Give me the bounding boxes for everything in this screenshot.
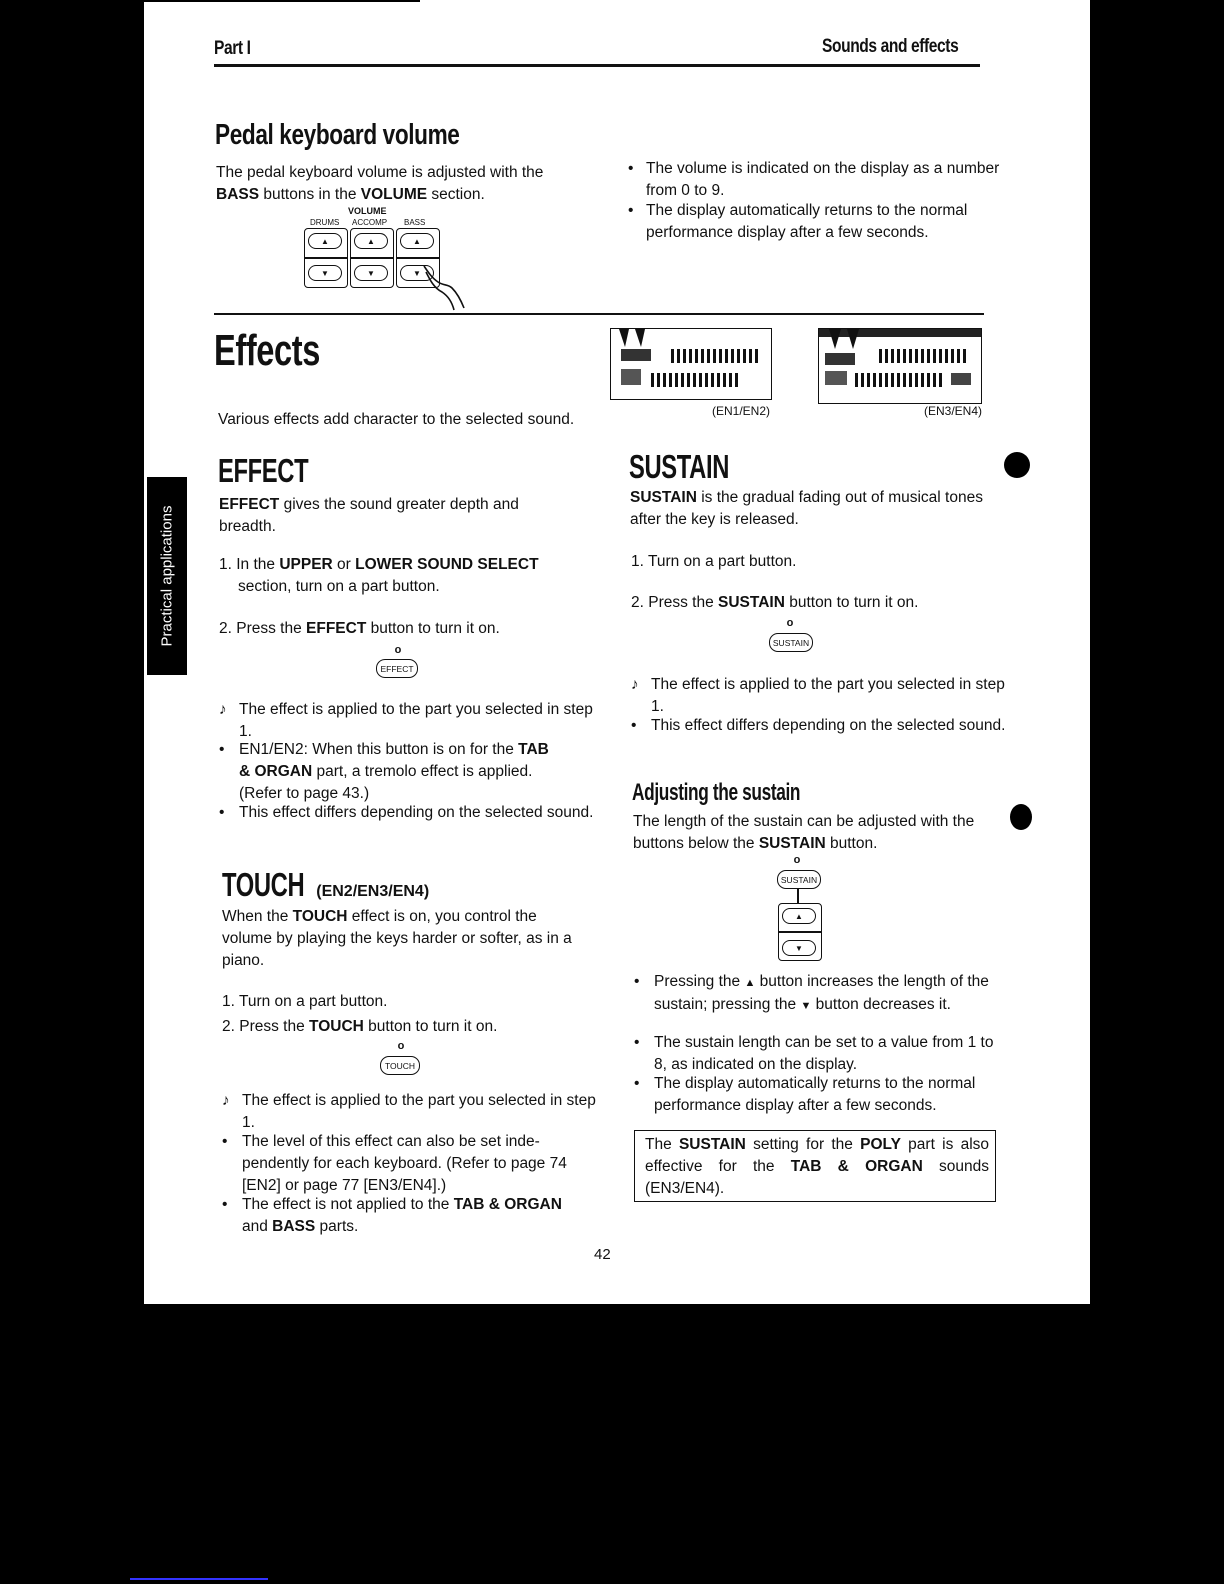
- down-arrow-icon: ▼: [321, 268, 329, 278]
- touch-step2-a: 2. Press the: [222, 1018, 310, 1035]
- touch-heading: [222, 866, 449, 904]
- bass-up-button[interactable]: [400, 233, 434, 249]
- accomp-up-button[interactable]: [354, 233, 388, 249]
- adjust-sustain-desc: [633, 811, 993, 855]
- adjust-desc-c: button.: [825, 835, 878, 852]
- touch-button[interactable]: TOUCH: [380, 1056, 420, 1075]
- pedal-bullet-1-text: The volume is indicated on the display as a number from 0 to 9.: [646, 160, 1000, 199]
- up-arrow-icon: ▲: [795, 911, 803, 921]
- pedal-intro-volume: VOLUME: [360, 186, 428, 203]
- touch-title: TOUCH: [222, 866, 305, 903]
- side-tab: [147, 477, 187, 675]
- touch-note3-c: and: [242, 1218, 273, 1235]
- note-icon: ♪: [219, 701, 227, 718]
- effect-note-2-line1: [239, 739, 601, 761]
- sustain-step2-sustain: SUSTAIN: [718, 594, 785, 611]
- effect-step2-effect: EFFECT: [306, 620, 367, 637]
- down-arrow-icon: ▼: [413, 268, 421, 278]
- bullet-icon: •: [634, 1075, 640, 1092]
- touch-desc: [222, 906, 584, 972]
- up-arrow-icon: ▲: [744, 977, 756, 989]
- touch-desc-a: When the: [222, 908, 293, 925]
- touch-step-1: 1. Turn on a part button.: [222, 993, 388, 1010]
- scan-bottom-link: [130, 1578, 268, 1580]
- margin-dot-1: [1004, 452, 1030, 478]
- side-tab-label: Practical applications: [158, 505, 176, 647]
- panel-volume-label: VOLUME: [348, 206, 387, 216]
- effect-step1-or: or: [332, 556, 356, 573]
- scan-border-bottom: [0, 1304, 1224, 1584]
- box-g: sounds (EN3/EN4).: [645, 1158, 989, 1197]
- effect-step1-a: 1. In the: [219, 556, 280, 573]
- effect-note-3-text: This effect differs depending on the selected sound.: [239, 804, 594, 821]
- adjust-led-icon: o: [793, 854, 801, 866]
- touch-desc-c: effect is on, you control the volume by playing the keys harder or softer, as in a piano.: [222, 908, 572, 969]
- bullet-icon: •: [219, 804, 225, 821]
- sustain-down-button[interactable]: [782, 940, 816, 956]
- margin-dot-2: [1010, 804, 1032, 830]
- sustain-step-1: 1. Turn on a part button.: [631, 553, 797, 570]
- drums-down-button[interactable]: [308, 265, 342, 281]
- effect-desc-text: gives the sound greater depth and breadth.: [219, 496, 519, 535]
- touch-note-1: [222, 1090, 604, 1134]
- adjust-b1-a: Pressing the: [654, 973, 745, 990]
- effect-desc-bold: EFFECT: [219, 496, 280, 513]
- effects-intro: Various effects add character to the selected sound.: [218, 411, 575, 428]
- lcd-segments-icon: [819, 329, 981, 403]
- pedal-bullet-2: [628, 200, 1002, 244]
- sustain-desc-text: is the gradual fading out of musical tones after the key is released.: [630, 489, 983, 528]
- effect-step-1-line1: [219, 554, 589, 576]
- pedal-bullet-1: [628, 158, 1002, 202]
- sustain-note-1: [631, 674, 1009, 718]
- adjust-desc-bold: SUSTAIN: [758, 835, 826, 852]
- adjust-b1-b: button increases the length of the sustain; pressing the: [654, 973, 989, 1013]
- panel-bass-label: BASS: [404, 218, 426, 227]
- effect-note-1-text: The effect is applied to the part you selected in step 1.: [239, 701, 593, 740]
- sustain-desc: [630, 487, 988, 531]
- down-arrow-icon: ▼: [367, 268, 375, 278]
- effect-desc: [219, 494, 579, 538]
- lcd-caption-en3-en4: (EN3/EN4): [924, 404, 983, 418]
- note-icon: ♪: [631, 676, 639, 693]
- pedal-intro-end: section.: [427, 186, 485, 203]
- lcd-caption-en1-en2: (EN1/EN2): [712, 404, 771, 418]
- adjust-connector: [797, 889, 799, 903]
- adjust-b1-c: button decreases it.: [811, 996, 951, 1013]
- effect-step-1: [219, 554, 589, 598]
- touch-note3-e: parts.: [315, 1218, 359, 1235]
- accomp-divider: [351, 257, 393, 259]
- bullet-icon: •: [222, 1133, 228, 1150]
- volume-panel: [300, 206, 480, 316]
- touch-models: (EN2/EN3/EN4): [316, 883, 430, 900]
- bullet-icon: •: [634, 1034, 640, 1051]
- sustain-desc-bold: SUSTAIN: [630, 489, 697, 506]
- effect-note2-tab: TAB: [518, 741, 549, 758]
- effect-step1-upper: UPPER: [279, 556, 333, 573]
- adjust-bullet-1: [634, 971, 1010, 1017]
- down-arrow-icon: ▼: [795, 943, 803, 953]
- drums-divider: [305, 257, 347, 259]
- pedal-title: Pedal keyboard volume: [215, 119, 460, 151]
- sustain-step-2: [631, 592, 918, 614]
- effect-step-1-line2: section, turn on a part button.: [238, 578, 440, 595]
- touch-led-icon: o: [397, 1040, 405, 1052]
- sustain-step2-c: button to turn it on.: [784, 594, 919, 611]
- bullet-icon: •: [634, 973, 640, 990]
- header-rule: [214, 64, 980, 67]
- box-poly: POLY: [860, 1136, 901, 1153]
- bullet-icon: •: [222, 1196, 228, 1213]
- touch-note-3-line2: [242, 1216, 608, 1238]
- sustain-length-button-group: [778, 903, 822, 961]
- bullet-icon: •: [628, 160, 634, 177]
- effect-note-3: [219, 802, 601, 824]
- bass-divider: [397, 257, 439, 259]
- effect-note2-d: part, a tremolo effect is applied.: [312, 763, 533, 780]
- touch-note3-bass: BASS: [272, 1218, 316, 1235]
- effect-note-1: [219, 699, 601, 743]
- drums-button-group: [304, 228, 348, 288]
- touch-step-2: [222, 1016, 497, 1038]
- sustain-led-icon: o: [786, 617, 794, 629]
- box-tab-organ: TAB & ORGAN: [790, 1158, 923, 1175]
- page-number: 42: [594, 1246, 611, 1263]
- touch-note-2: [222, 1131, 604, 1197]
- up-arrow-icon: ▲: [367, 236, 375, 246]
- lcd-display-en3-en4: [818, 328, 982, 404]
- touch-note-2-text: The level of this effect can also be set inde-pendently for each keyboard. (Refer to page 74 [EN2] or page 77 [EN3/EN4].): [242, 1133, 567, 1194]
- panel-drums-label: DRUMS: [310, 218, 340, 227]
- sustain-title: SUSTAIN: [629, 448, 730, 485]
- scan-border-left-inner: [122, 0, 144, 1304]
- adjust-sustain-button[interactable]: SUSTAIN: [777, 870, 821, 889]
- effect-title: EFFECT: [218, 452, 309, 489]
- adjust-desc-a: The length of the sustain can be adjusted with the buttons below the: [633, 813, 975, 852]
- effect-note-2: [219, 739, 601, 805]
- pedal-bullet-2-text: The display automatically returns to the normal performance display after a few seconds.: [646, 202, 968, 241]
- box-e: part is also effective for the: [645, 1136, 990, 1175]
- pedal-intro-bass: BASS: [216, 186, 260, 203]
- effect-note2-organ: & ORGAN: [239, 763, 313, 780]
- effect-step2-c: button to turn it on.: [366, 620, 500, 637]
- sustain-length-divider: [779, 931, 821, 933]
- touch-step2-c: button to turn it on.: [363, 1018, 498, 1035]
- pedal-intro: [216, 162, 586, 206]
- touch-note3-a: The effect is not applied to the: [242, 1196, 454, 1213]
- effect-step-2: [219, 618, 500, 640]
- effect-step2-a: 2. Press the: [219, 620, 307, 637]
- panel-accomp-label: ACCOMP: [352, 218, 388, 227]
- adjust-bullet-2: [634, 1032, 1010, 1076]
- lcd-segments-icon: [611, 329, 771, 399]
- drums-up-button[interactable]: [308, 233, 342, 249]
- up-arrow-icon: ▲: [413, 236, 421, 246]
- bullet-icon: •: [628, 202, 634, 219]
- sustain-step2-a: 2. Press the: [631, 594, 719, 611]
- box-sustain: SUSTAIN: [678, 1136, 746, 1153]
- effect-note-2-line2: [239, 761, 601, 783]
- down-arrow-icon: ▼: [800, 1000, 812, 1012]
- effects-rule: [214, 313, 984, 315]
- box-c: setting for the: [745, 1136, 861, 1153]
- effect-note-2-line3: (Refer to page 43.): [239, 785, 370, 802]
- sustain-note-1-text: The effect is applied to the part you selected in step 1.: [651, 676, 1005, 715]
- scan-top-line: [144, 0, 420, 2]
- adjust-bullet-3: [634, 1073, 1010, 1117]
- sustain-poly-note-box: [634, 1130, 996, 1202]
- effect-button[interactable]: EFFECT: [376, 659, 418, 678]
- adjust-b2-text: The sustain length can be set to a value from 1 to 8, as indicated on the display.: [654, 1034, 994, 1073]
- touch-note-3: [222, 1194, 608, 1238]
- sustain-note-2-text: This effect differs depending on the selected sound.: [651, 717, 1006, 734]
- effect-note2-a: EN1/EN2: When this button is on for the: [239, 741, 519, 758]
- box-a: The: [645, 1136, 679, 1153]
- adjust-b3-text: The display automatically returns to the normal performance display after a few seconds.: [654, 1075, 976, 1114]
- effects-title: Effects: [214, 326, 320, 375]
- bullet-icon: •: [219, 741, 225, 758]
- touch-desc-bold: TOUCH: [292, 908, 348, 925]
- effect-step1-lower: LOWER SOUND SELECT: [355, 556, 539, 573]
- note-icon: ♪: [222, 1092, 230, 1109]
- sustain-button[interactable]: SUSTAIN: [769, 633, 813, 652]
- up-arrow-icon: ▲: [321, 236, 329, 246]
- accomp-button-group: [350, 228, 394, 288]
- bullet-icon: •: [631, 717, 637, 734]
- effect-led-icon: o: [394, 644, 402, 656]
- pedal-intro-mid: buttons in the: [259, 186, 361, 203]
- touch-note-1-text: The effect is applied to the part you selected in step 1.: [242, 1092, 596, 1131]
- touch-step2-touch: TOUCH: [309, 1018, 364, 1035]
- pedal-intro-line2: [216, 184, 586, 206]
- sustain-up-button[interactable]: [782, 908, 816, 924]
- header-section: Sounds and effects: [822, 36, 959, 57]
- touch-note-3-line1: [242, 1194, 608, 1216]
- header-part: Part I: [214, 38, 251, 59]
- adjust-sustain-title: Adjusting the sustain: [632, 779, 801, 806]
- accomp-down-button[interactable]: [354, 265, 388, 281]
- lcd-display-en1-en2: [610, 328, 772, 400]
- touch-note3-tab: TAB & ORGAN: [453, 1196, 562, 1213]
- pedal-intro-line1: The pedal keyboard volume is adjusted with the: [216, 164, 544, 181]
- pointing-hand-icon: [418, 262, 470, 314]
- sustain-note-2: [631, 715, 1009, 737]
